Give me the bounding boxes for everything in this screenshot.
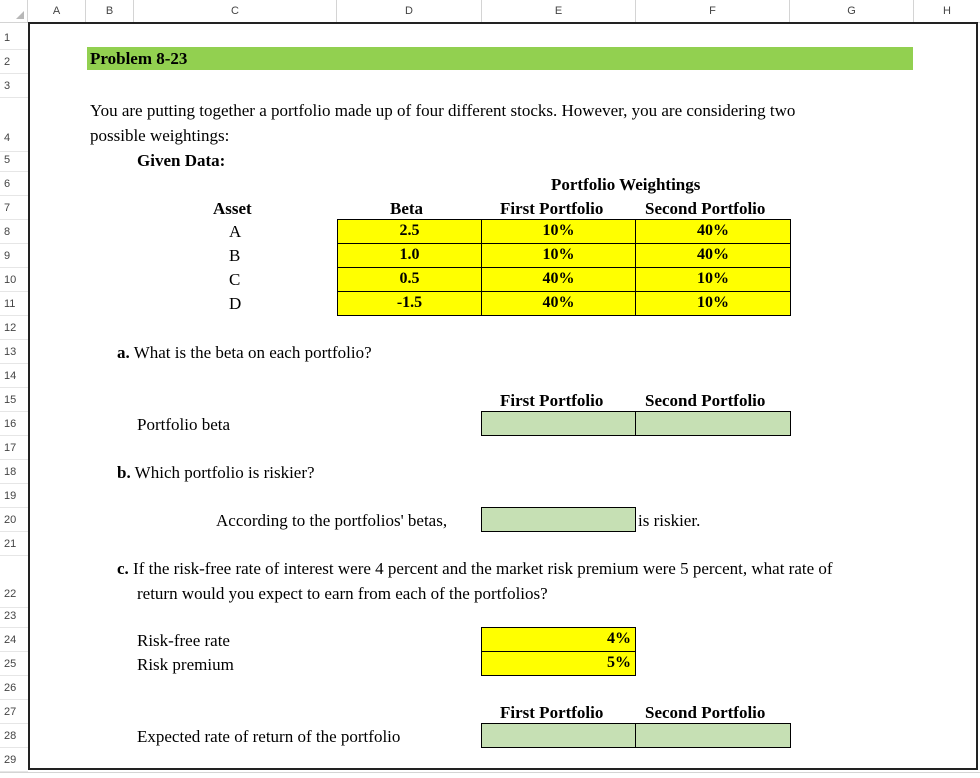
part-b-suffix: is riskier. <box>638 511 701 530</box>
row-header[interactable]: 17 <box>0 436 28 460</box>
beta-cell[interactable]: -1.5 <box>337 291 482 316</box>
row-header[interactable]: 3 <box>0 74 28 98</box>
asset-label: A <box>229 222 242 241</box>
second-weight-cell[interactable]: 40% <box>635 243 791 268</box>
row-header[interactable]: 24 <box>0 628 28 652</box>
first-portfolio-beta-answer[interactable] <box>481 411 636 436</box>
second-portfolio-beta-answer[interactable] <box>635 411 791 436</box>
row-header[interactable]: 29 <box>0 748 28 772</box>
row-header[interactable]: 23 <box>0 604 28 628</box>
intro-text-line2: possible weightings: <box>90 126 230 145</box>
part-a-question-text: What is the beta on each portfolio? <box>133 343 372 362</box>
second-weight-cell[interactable]: 40% <box>635 219 791 244</box>
column-header-bar <box>0 0 980 23</box>
part-b-label: b. <box>117 463 131 482</box>
column-header-a[interactable]: A <box>28 0 86 22</box>
row-header[interactable]: 9 <box>0 244 28 268</box>
asset-label: C <box>229 270 241 289</box>
problem-title-cell[interactable] <box>87 47 913 70</box>
row-header[interactable]: 4 <box>0 124 28 152</box>
riskier-portfolio-answer[interactable] <box>481 507 636 532</box>
row-header[interactable]: 1 <box>0 26 28 50</box>
row-header[interactable]: 10 <box>0 268 28 292</box>
column-header-f[interactable]: F <box>636 0 790 22</box>
beta-cell[interactable]: 0.5 <box>337 267 482 292</box>
part-b-question-text: Which portfolio is riskier? <box>134 463 315 482</box>
beta-cell[interactable]: 2.5 <box>337 219 482 244</box>
row-header[interactable]: 12 <box>0 316 28 340</box>
risk-free-rate-label: Risk-free rate <box>137 631 230 650</box>
select-all-corner[interactable] <box>0 0 28 22</box>
part-a-second-header: Second Portfolio <box>645 391 766 410</box>
risk-premium-label: Risk premium <box>137 655 234 674</box>
row-header[interactable]: 21 <box>0 532 28 556</box>
beta-header: Beta <box>390 199 424 218</box>
asset-label: B <box>229 246 241 265</box>
second-portfolio-header: Second Portfolio <box>645 199 766 218</box>
beta-cell[interactable]: 1.0 <box>337 243 482 268</box>
first-expected-return-answer[interactable] <box>481 723 636 748</box>
asset-label: D <box>229 294 242 313</box>
intro-text-line1: You are putting together a portfolio made up of four different stocks. However, you are considering two <box>90 101 796 120</box>
row-header[interactable]: 18 <box>0 460 28 484</box>
row-header[interactable]: 6 <box>0 172 28 196</box>
row-header[interactable]: 26 <box>0 676 28 700</box>
column-header-h[interactable]: H <box>943 5 951 17</box>
row-header[interactable]: 28 <box>0 724 28 748</box>
second-expected-return-answer[interactable] <box>635 723 791 748</box>
asset-header: Asset <box>213 199 252 218</box>
given-data-heading: Given Data: <box>137 151 226 170</box>
column-header-e[interactable]: E <box>482 0 636 22</box>
row-header[interactable]: 19 <box>0 484 28 508</box>
part-c-label: c. <box>117 559 129 578</box>
sheet-bottom-edge <box>0 772 980 778</box>
portfolio-beta-label: Portfolio beta <box>137 415 231 434</box>
portfolio-weightings-header: Portfolio Weightings <box>551 175 701 194</box>
row-header[interactable]: 15 <box>0 388 28 412</box>
column-header-d[interactable]: D <box>337 0 482 22</box>
first-weight-cell[interactable]: 10% <box>481 219 636 244</box>
row-header[interactable]: 7 <box>0 196 28 220</box>
part-c-first-header: First Portfolio <box>500 703 604 722</box>
first-weight-cell[interactable]: 10% <box>481 243 636 268</box>
row-header[interactable]: 13 <box>0 340 28 364</box>
column-header-b[interactable]: B <box>86 0 134 22</box>
row-header[interactable]: 5 <box>0 148 28 172</box>
expected-return-label: Expected rate of return of the portfolio <box>137 727 401 746</box>
part-a-label: a. <box>117 343 130 362</box>
first-portfolio-header: First Portfolio <box>500 199 604 218</box>
first-weight-cell[interactable]: 40% <box>481 267 636 292</box>
row-header[interactable]: 11 <box>0 292 28 316</box>
row-header[interactable]: 16 <box>0 412 28 436</box>
part-a-question <box>117 343 372 363</box>
column-header-g[interactable]: G <box>790 0 914 22</box>
risk-free-rate-cell[interactable]: 4% <box>481 627 636 652</box>
part-c-question-line2: return would you expect to earn from each of the portfolios? <box>137 584 548 603</box>
part-b-prefix: According to the portfolios' betas, <box>216 511 448 530</box>
row-header[interactable]: 8 <box>0 220 28 244</box>
row-header[interactable]: 25 <box>0 652 28 676</box>
row-header[interactable]: 14 <box>0 364 28 388</box>
part-b-question <box>117 463 315 483</box>
first-weight-cell[interactable]: 40% <box>481 291 636 316</box>
second-weight-cell[interactable]: 10% <box>635 291 791 316</box>
part-c-question-line1 <box>117 559 833 579</box>
row-header[interactable]: 2 <box>0 50 28 74</box>
problem-title: Problem 8-23 <box>90 49 188 68</box>
part-c-question-text: If the risk-free rate of interest were 4 percent and the market risk premium were 5 percent, what rate of <box>133 559 833 578</box>
second-weight-cell[interactable]: 10% <box>635 267 791 292</box>
part-a-first-header: First Portfolio <box>500 391 604 410</box>
column-header-c[interactable]: C <box>134 0 337 22</box>
row-header[interactable]: 20 <box>0 508 28 532</box>
row-header[interactable]: 27 <box>0 700 28 724</box>
part-c-second-header: Second Portfolio <box>645 703 766 722</box>
row-header[interactable]: 22 <box>0 580 28 608</box>
risk-premium-cell[interactable]: 5% <box>481 651 636 676</box>
